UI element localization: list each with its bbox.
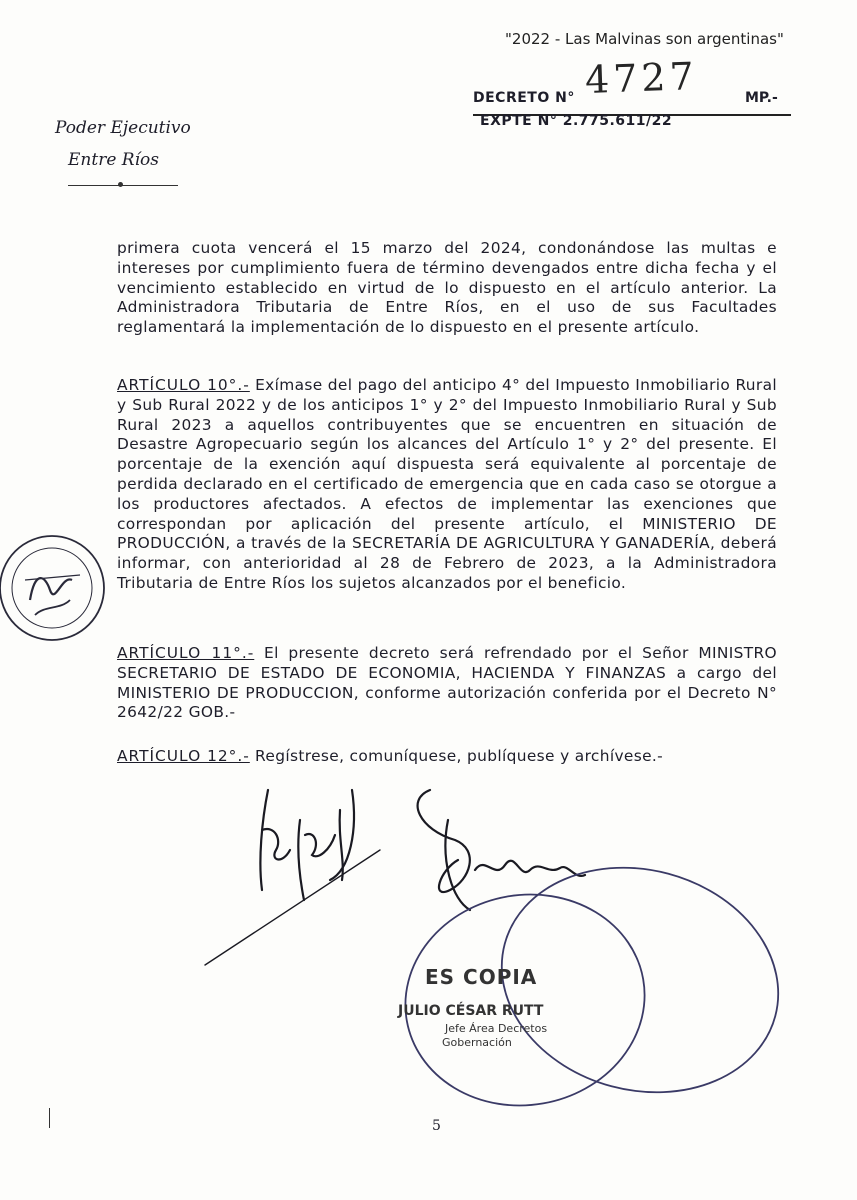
org-name-line2: Entre Ríos bbox=[68, 150, 159, 170]
margin-mark bbox=[49, 1108, 50, 1128]
copy-stamp-dept: Gobernación bbox=[442, 1036, 512, 1049]
copy-stamp-role: Jefe Área Decretos bbox=[445, 1022, 548, 1035]
margin-seal bbox=[0, 536, 104, 640]
article-11-text: El presente decreto será refrendado por el Señor MINISTRO SECRETARIO DE ESTADO DE ECONOMIA, HACIENDA Y FINANZAS a cargo del MINISTERIO DE PRODUCCION, conforme autorización conferida por el Decreto N° 2642/22 GOB.- bbox=[117, 644, 777, 722]
expte-number: EXPTE N° 2.775.611/22 bbox=[480, 113, 673, 129]
signature-left bbox=[205, 790, 380, 965]
decree-suffix: MP.- bbox=[745, 90, 778, 106]
page-number: 5 bbox=[432, 1118, 441, 1134]
article-11-heading: ARTÍCULO 11°.- bbox=[117, 644, 255, 662]
article-12-text: Regístrese, comuníquese, publíquese y archívese.- bbox=[249, 747, 664, 765]
decree-label: DECRETO N° bbox=[473, 90, 575, 106]
org-name-line1: Poder Ejecutivo bbox=[55, 118, 191, 138]
article-10-heading: ARTÍCULO 10°.- bbox=[117, 376, 250, 394]
copy-stamp-title: ES COPIA bbox=[425, 965, 538, 989]
header-motto: "2022 - Las Malvinas son argentinas" bbox=[505, 30, 784, 48]
article-10-text: Exímase del pago del anticipo 4° del Impuesto Inmobiliario Rural y Sub Rural 2022 y de los anticipos 1° y 2° del Impuesto Inmobiliario Rural y Sub Rural 2023 a aquellos contribuyentes que se encuentren en situación de Desastre Agropecuario según los alcances del Artículo 1° y 2° del presente. El porcentaje de la exención aquí dispuesta será equivalente al porcentaje de perdida declarado en el certificado de emergencia que en cada caso se otorgue a los productores afectados. A efectos de implementar las exenciones que correspondan por aplicación del presente artículo, el MINISTERIO DE PRODUCCIÓN, a través de la SECRETARÍA DE AGRICULTURA Y GANADERÍA, deberá informar, con anterioridad al 28 de Febrero de 2023, a la Administradora Tributaria de Entre Ríos los sujetos alcanzados por el beneficio. bbox=[117, 376, 777, 592]
signature-right bbox=[418, 790, 585, 910]
copy-stamp-name: JULIO CÉSAR RUTT bbox=[398, 1003, 544, 1019]
paragraph-continuation: primera cuota vencerá el 15 marzo del 2024, condonándose las multas e intereses por cumplimiento fuera de término devengados entre dicha fecha y el vencimiento establecido en virtud de lo dispuesto en el artículo anterior. La Administradora Tributaria de Entre Ríos, en el uso de sus Facultades reglamentará la implementación de lo dispuesto en el presente artículo. bbox=[117, 239, 777, 337]
decree-number: 4727 bbox=[584, 54, 699, 102]
article-12-heading: ARTÍCULO 12°.- bbox=[117, 747, 250, 765]
